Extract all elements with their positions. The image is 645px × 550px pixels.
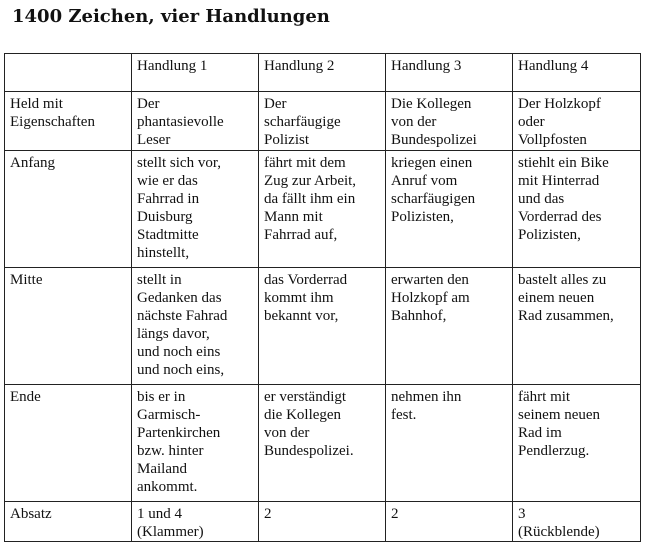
table-row-mitte: [5, 268, 641, 385]
table-cell: bis er in Garmisch- Partenkirchen bzw. hinter Mailand ankommt.: [132, 385, 259, 502]
table-cell: 2: [259, 502, 386, 542]
table-cell: das Vorderrad kommt ihm bekannt vor,: [259, 268, 386, 385]
table-cell: stellt sich vor, wie er das Fahrrad in Duisburg Stadtmitte hinstellt,: [132, 151, 259, 268]
header-cell-empty: [5, 54, 132, 92]
row-label-anfang: Anfang: [5, 151, 132, 268]
header-cell-handlung-1: Handlung 1: [132, 54, 259, 92]
table-cell: er verständigt die Kollegen von der Bundespolizei.: [259, 385, 386, 502]
row-label-held: Held mit Eigenschaften: [5, 92, 132, 151]
row-label-mitte: Mitte: [5, 268, 132, 385]
header-cell-handlung-4: Handlung 4: [513, 54, 641, 92]
table-row-absatz: [5, 502, 641, 542]
document-title: 1400 Zeichen, vier Handlungen: [12, 6, 330, 27]
table-cell: 3 (Rückblende): [513, 502, 641, 542]
table-cell: bastelt alles zu einem neuen Rad zusammen,: [513, 268, 641, 385]
table-cell: 2: [386, 502, 513, 542]
row-label-absatz: Absatz: [5, 502, 132, 542]
table-cell: erwarten den Holzkopf am Bahnhof,: [386, 268, 513, 385]
table-row-held: [5, 92, 641, 151]
table-cell: Der phantasievolle Leser: [132, 92, 259, 151]
table-cell: stiehlt ein Bike mit Hinterrad und das Vorderrad des Polizisten,: [513, 151, 641, 268]
table-cell: 1 und 4 (Klammer): [132, 502, 259, 542]
table-cell: nehmen ihn fest.: [386, 385, 513, 502]
table-cell: stellt in Gedanken das nächste Fahrad längs davor, und noch eins und noch eins,: [132, 268, 259, 385]
plot-table: [4, 53, 641, 542]
table-header-row: [5, 54, 641, 92]
table-row-ende: [5, 385, 641, 502]
table-cell: fährt mit dem Zug zur Arbeit, da fällt ihm ein Mann mit Fahrrad auf,: [259, 151, 386, 268]
table-cell: fährt mit seinem neuen Rad im Pendlerzug.: [513, 385, 641, 502]
header-cell-handlung-2: Handlung 2: [259, 54, 386, 92]
row-label-ende: Ende: [5, 385, 132, 502]
table-cell: Der Holzkopf oder Vollpfosten: [513, 92, 641, 151]
table-cell: kriegen einen Anruf vom scharfäugigen Polizisten,: [386, 151, 513, 268]
table-cell: Die Kollegen von der Bundespolizei: [386, 92, 513, 151]
table-row-anfang: [5, 151, 641, 268]
header-cell-handlung-3: Handlung 3: [386, 54, 513, 92]
table-cell: Der scharfäugige Polizist: [259, 92, 386, 151]
